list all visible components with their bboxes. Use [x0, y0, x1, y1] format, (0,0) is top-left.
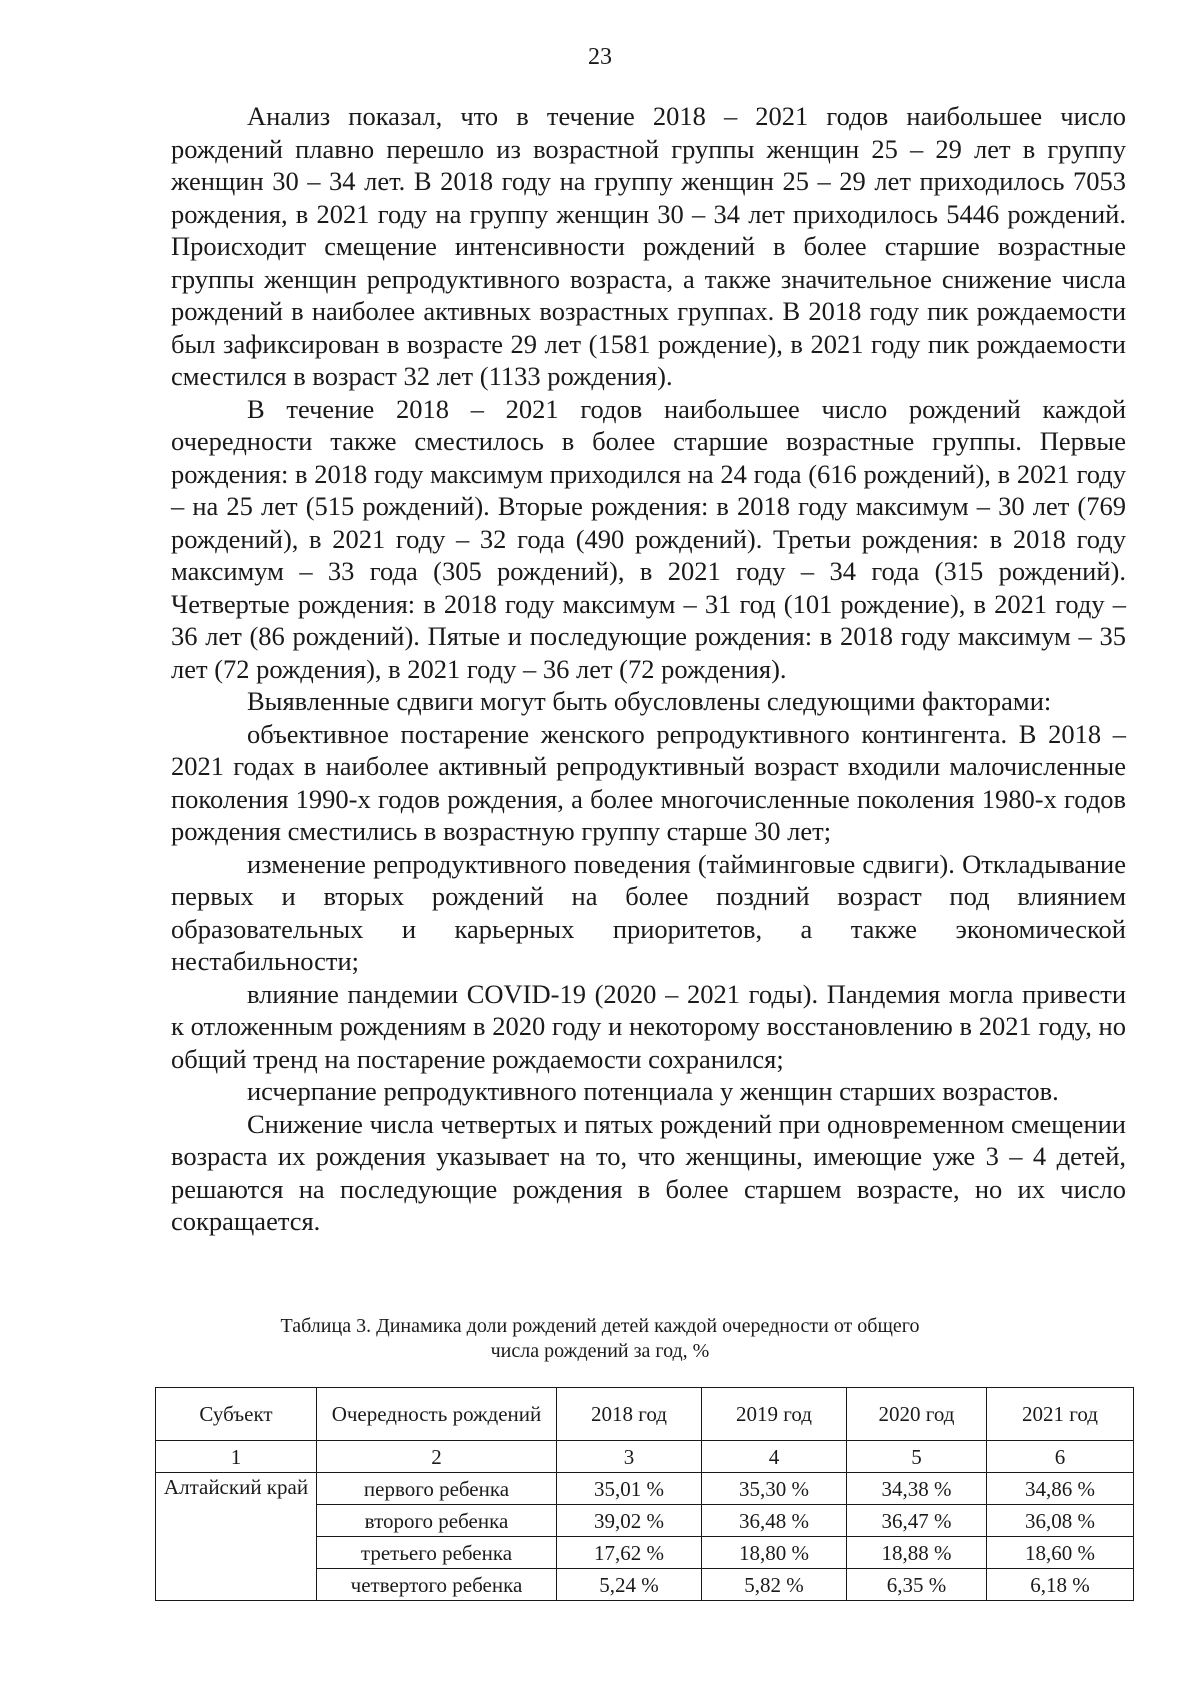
order-cell: первого ребенка: [317, 1473, 557, 1505]
header-cell: Очередность рождений: [317, 1388, 557, 1441]
header-cell: 2021 год: [987, 1388, 1134, 1441]
order-cell: второго ребенка: [317, 1505, 557, 1537]
column-number: 2: [317, 1441, 557, 1473]
paragraph-factor-behavior: изменение репродуктивного поведения (тайминговые сдвиги). Откладывание первых и вторых рождений на более поздний возраст под влиянием образовательных и карьерных приоритетов, а также экономической нестабильности;: [171, 848, 1126, 976]
value-cell: 18,60 %: [987, 1537, 1134, 1569]
order-cell: четвертого ребенка: [317, 1569, 557, 1601]
value-cell: 6,18 %: [987, 1569, 1134, 1601]
header-cell: 2020 год: [847, 1388, 987, 1441]
table-row: [156, 1473, 1134, 1505]
table-header-row: [156, 1388, 1134, 1441]
table-caption-line-1: Таблица 3. Динамика доли рождений детей каждой очередности от общего: [280, 1315, 920, 1337]
value-cell: 18,80 %: [702, 1537, 847, 1569]
value-cell: 5,82 %: [702, 1569, 847, 1601]
paragraph-conclusion: Снижение числа четвертых и пятых рождений при одновременном смещении возраста их рождения указывает на то, что женщины, имеющие уже 3 – 4 детей, решаются на последующие рождения в более старшем возрасте, но их число сокращается.: [171, 1108, 1126, 1236]
body-text: [171, 100, 1126, 1238]
value-cell: 36,08 %: [987, 1505, 1134, 1537]
value-cell: 35,01 %: [557, 1473, 702, 1505]
order-cell: третьего ребенка: [317, 1537, 557, 1569]
paragraph-factor-potential: исчерпание репродуктивного потенциала у женщин старших возрастов.: [247, 1076, 1059, 1106]
paragraph-factor-pandemic: влияние пандемии COVID-19 (2020 – 2021 годы). Пандемия могла привести к отложенным рождениям в 2020 году и некоторому восстановлению в 2021 году, но общий тренд на постарение рождаемости сохранился;: [171, 978, 1126, 1074]
column-number-row: [156, 1441, 1134, 1473]
column-number: 1: [156, 1441, 317, 1473]
header-cell: 2019 год: [702, 1388, 847, 1441]
page-number: 23: [588, 44, 612, 70]
value-cell: 39,02 %: [557, 1505, 702, 1537]
birth-share-table: [155, 1387, 1134, 1601]
column-number: 4: [702, 1441, 847, 1473]
value-cell: 36,48 %: [702, 1505, 847, 1537]
value-cell: 17,62 %: [557, 1537, 702, 1569]
header-cell: 2018 год: [557, 1388, 702, 1441]
paragraph-factors-intro: Выявленные сдвиги могут быть обусловлены следующими факторами:: [247, 686, 1052, 716]
paragraph-factor-aging: объективное постарение женского репродуктивного контингента. В 2018 – 2021 годах в наиболее активный репродуктивный возраст входили малочисленные поколения 1990-х годов рождения, а более многочисленные поколения 1980-х годов рождения сместились в возрастную группу старше 30 лет;: [171, 718, 1126, 846]
subject-cell: Алтайский край: [156, 1473, 317, 1601]
value-cell: 34,86 %: [987, 1473, 1134, 1505]
header-cell: Субъект: [156, 1388, 317, 1441]
column-number: 3: [557, 1441, 702, 1473]
table-caption-line-2: числа рождений за год, %: [490, 1340, 710, 1362]
paragraph-birth-order: В течение 2018 – 2021 годов наибольшее число рождений каждой очередности также сместилось в более старшие возрастные группы. Первые рождения: в 2018 году максимум приходился на 24 года (616 рождений), в 2021 году – на 25 лет (515 рождений). Вторые рождения: в 2018 году максимум – 30 лет (769 рождений), в 2021 году – 32 года (490 рождений). Третьи рождения: в 2018 году максимум – 33 года (305 рождений), в 2021 году – 34 года (315 рождений). Четвертые рождения: в 2018 году максимум – 31 год (101 рождение), в 2021 году – 36 лет (86 рождений). Пятые и последующие рождения: в 2018 году максимум – 35 лет (72 рождения), в 2021 году – 36 лет (72 рождения).: [171, 393, 1126, 684]
value-cell: 18,88 %: [847, 1537, 987, 1569]
value-cell: 35,30 %: [702, 1473, 847, 1505]
value-cell: 34,38 %: [847, 1473, 987, 1505]
value-cell: 5,24 %: [557, 1569, 702, 1601]
value-cell: 6,35 %: [847, 1569, 987, 1601]
table-caption: [0, 1314, 1200, 1364]
paragraph-analysis: Анализ показал, что в течение 2018 – 2021 годов наибольшее число рождений плавно перешло из возрастной группы женщин 25 – 29 лет в группу женщин 30 – 34 лет. В 2018 году на группу женщин 25 – 29 лет приходилось 7053 рождения, в 2021 году на группу женщин 30 – 34 лет приходилось 5446 рождений. Происходит смещение интенсивности рождений в более старшие возрастные группы женщин репродуктивного возраста, а также значительное снижение числа рождений в наиболее активных возрастных группах. В 2018 году пик рождаемости был зафиксирован в возрасте 29 лет (1581 рождение), в 2021 году пик рождаемости сместился в возраст 32 лет (1133 рождения).: [171, 101, 1126, 391]
column-number: 6: [987, 1441, 1134, 1473]
column-number: 5: [847, 1441, 987, 1473]
value-cell: 36,47 %: [847, 1505, 987, 1537]
